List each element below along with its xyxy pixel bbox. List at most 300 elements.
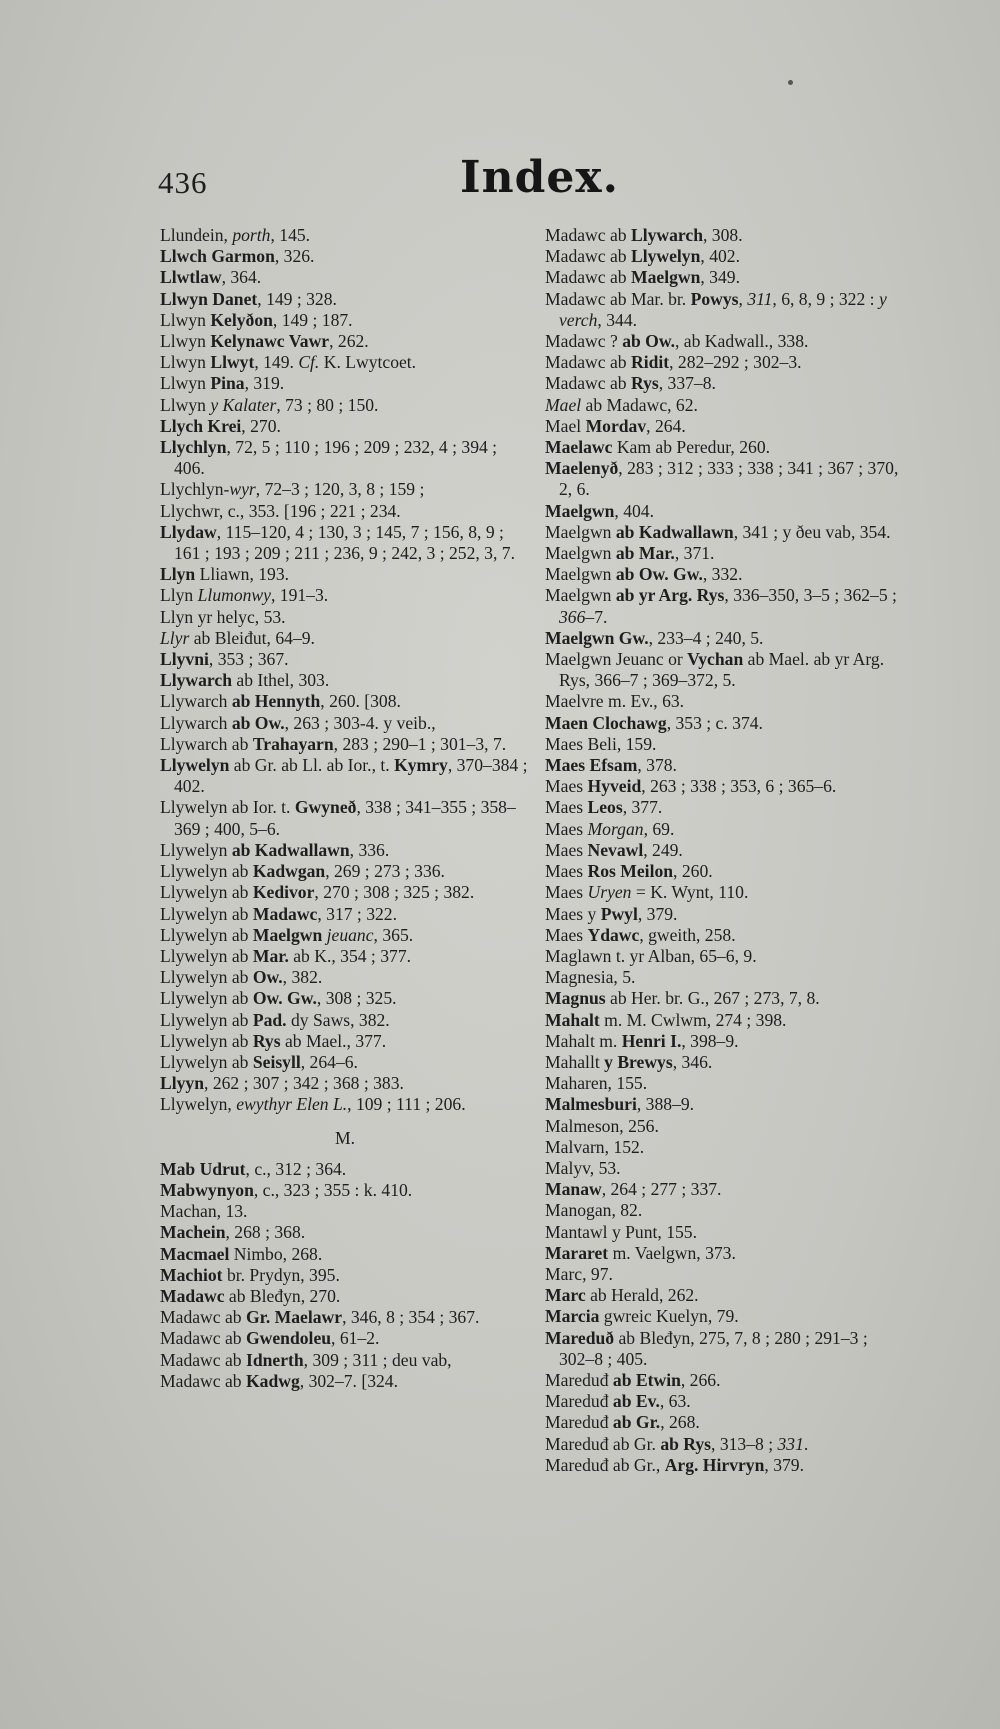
entry-text: Madawc ?: [545, 331, 623, 352]
entry-text: Seisyll: [252, 1051, 301, 1072]
entry-text: Ridit: [630, 352, 670, 373]
entry-text: , 283 ; 312 ; 333 ; 338 ; 341 ; 367 ; 370, 2, 6.: [559, 458, 899, 500]
index-entry: [160, 649, 530, 670]
index-entry: [160, 670, 530, 691]
entry-text: , 336.: [349, 839, 390, 860]
entry-text: ab Mael. ab yr Arg. Rys, 366–7 ; 369–372, 5.: [559, 649, 885, 691]
index-entry: [545, 1222, 905, 1243]
entry-text: Maen Clochawg: [545, 712, 667, 733]
entry-text: ab Mael., 377.: [280, 1030, 387, 1051]
entry-text: , 263 ; 338 ; 353, 6 ; 365–6.: [641, 776, 837, 797]
entry-text: M.: [334, 1127, 356, 1148]
entry-text: , 382.: [282, 967, 323, 988]
entry-text: , 264 ; 277 ; 337.: [601, 1179, 722, 1200]
entry-text: Llywelyn ab: [160, 924, 253, 945]
section-letter-heading: [160, 1128, 530, 1149]
entry-text: , 264.: [646, 415, 686, 436]
entry-text: Kam ab Peredur, 260.: [612, 437, 771, 458]
entry-text: , 341 ; y ðeu vab, 354.: [733, 521, 891, 542]
entry-text: Madawc: [160, 1285, 225, 1306]
entry-text: , 262 ; 307 ; 342 ; 368 ; 383.: [204, 1073, 404, 1094]
index-entry: [545, 1264, 905, 1285]
entry-text: Magnesia, 5.: [545, 967, 636, 988]
entry-text: Madawc ab: [160, 1349, 246, 1370]
entry-text: Maes y: [545, 903, 601, 924]
entry-text: Llywelyn ab Ior. t.: [160, 797, 295, 818]
index-entry: [545, 395, 905, 416]
entry-text: Lliawn, 193.: [195, 564, 290, 585]
entry-text: Arg. Hirvryn: [664, 1454, 765, 1475]
entry-text: Llumonwy: [197, 585, 271, 606]
index-entry: [160, 479, 530, 500]
index-entry: [545, 1010, 905, 1031]
entry-text: Maelgwn: [545, 585, 616, 606]
entry-text: , 319.: [244, 373, 285, 394]
entry-text: Macmael: [160, 1243, 230, 1264]
entry-text: , 249.: [643, 839, 683, 860]
entry-text: Nevawl: [587, 839, 644, 860]
index-entry: [160, 882, 530, 903]
entry-text: .: [803, 1433, 809, 1454]
entry-text: Manogan, 82.: [545, 1200, 643, 1221]
entry-text: , 268 ; 368.: [225, 1222, 306, 1243]
index-entry: [160, 713, 530, 734]
entry-text: Maelgwn: [630, 267, 701, 288]
entry-text: Pad.: [252, 1009, 287, 1030]
entry-text: Kadwgan: [252, 861, 326, 882]
entry-text: , 61–2.: [331, 1328, 380, 1349]
entry-text: Maharen, 155.: [545, 1073, 648, 1094]
entry-text: 366: [559, 606, 586, 627]
entry-text: Llwyn: [160, 373, 211, 394]
entry-text: Kelynawc Vawr: [210, 331, 330, 352]
entry-text: , 326.: [274, 246, 315, 267]
entry-text: Maelvre m. Ev., 63.: [545, 691, 685, 712]
page-number: 436: [158, 165, 208, 200]
index-entry: [545, 1434, 905, 1455]
entry-text: Mahalt: [545, 1009, 600, 1030]
entry-text: Rys: [630, 373, 659, 394]
entry-text: Madawc ab: [160, 1307, 246, 1328]
entry-text: y Kalater: [210, 394, 277, 415]
index-entry: [545, 352, 905, 373]
index-entry: [545, 225, 905, 246]
entry-text: Manaw: [545, 1179, 602, 1200]
entry-text: , 377.: [622, 797, 663, 818]
index-entry: [545, 1412, 905, 1433]
entry-text: Ow. Gw.: [252, 988, 317, 1009]
entry-text: Maes Beli, 159.: [545, 733, 657, 754]
index-entry: [545, 840, 905, 861]
entry-text: dy Saws, 382.: [286, 1009, 390, 1030]
index-entry: [545, 1031, 905, 1052]
entry-text: , ab Kadwall., 338.: [675, 331, 809, 352]
entry-text: gwreic Kuelyn, 79.: [599, 1306, 739, 1327]
index-entry: [160, 1094, 530, 1115]
entry-text: Llywelyn ab: [160, 945, 253, 966]
entry-text: Madawc ab: [160, 1370, 246, 1391]
entry-text: Maelgwn Jeuanc or: [545, 649, 688, 670]
entry-text: , 353 ; c. 374.: [666, 712, 763, 733]
index-entry: [160, 904, 530, 925]
entry-text: Madawc ab: [545, 352, 631, 373]
entry-text: Llydaw: [160, 521, 217, 542]
index-entry: [545, 925, 905, 946]
entry-text: Nimbo, 268.: [229, 1243, 323, 1264]
entry-text: Leos: [587, 797, 623, 818]
entry-text: , 364.: [221, 267, 262, 288]
entry-text: Maes: [545, 924, 588, 945]
entry-text: , 69.: [643, 818, 675, 839]
index-entry: [160, 1052, 530, 1073]
index-entry: [160, 925, 530, 946]
ink-speck: [788, 80, 793, 85]
entry-text: ab Bleiđut, 64–9.: [189, 627, 315, 648]
entry-text: Machiot: [160, 1264, 223, 1285]
index-entry: [160, 373, 530, 394]
entry-text: , 365.: [373, 924, 414, 945]
entry-text: Madawc ab: [545, 373, 631, 394]
index-entry: [160, 352, 530, 373]
entry-text: , 349.: [700, 267, 740, 288]
index-entry: [160, 1307, 530, 1328]
entry-text: , 308 ; 325.: [316, 988, 397, 1009]
entry-text: , 317 ; 322.: [317, 903, 398, 924]
entry-text: Llych Krei: [160, 415, 242, 436]
entry-text: Llywelyn ab: [160, 882, 253, 903]
entry-text: Mael: [545, 415, 586, 436]
index-entry: [545, 967, 905, 988]
entry-text: , 404.: [614, 500, 654, 521]
index-entry: [545, 1137, 905, 1158]
entry-text: ab Ow.: [231, 712, 285, 733]
entry-text: ab Mar.: [615, 543, 675, 564]
index-entry: [160, 1286, 530, 1307]
entry-text: Mareduđ ab Gr.: [545, 1433, 661, 1454]
entry-text: Mareduđ: [545, 1391, 613, 1412]
entry-text: , 402.: [700, 246, 740, 267]
entry-text: Llundein,: [160, 225, 233, 245]
index-entry: [545, 522, 905, 543]
index-entry: [160, 1031, 530, 1052]
entry-text: , 344.: [597, 309, 638, 330]
index-entry: [545, 267, 905, 288]
index-entry: [545, 1370, 905, 1391]
entry-text: Marc, 97.: [545, 1263, 613, 1284]
entry-text: Maelgwn: [545, 543, 616, 564]
entry-text: Maes: [545, 839, 588, 860]
index-entry: [160, 1328, 530, 1349]
entry-text: , 73 ; 80 ; 150.: [276, 394, 379, 415]
entry-text: Kedivor: [252, 882, 315, 903]
index-entry: [545, 1094, 905, 1115]
index-entry: [160, 437, 530, 479]
entry-text: ab Etwin: [612, 1369, 681, 1390]
entry-text: Llywarch: [160, 691, 232, 712]
index-entry: [545, 331, 905, 352]
index-entry: [545, 882, 905, 903]
entry-text: , 378.: [637, 755, 677, 776]
index-entry: [160, 522, 530, 564]
index-entry: [160, 416, 530, 437]
index-entry: [545, 543, 905, 564]
entry-text: Llywelyn ab: [160, 1030, 253, 1051]
entry-text: Maes: [545, 818, 588, 839]
index-entry: [160, 1222, 530, 1243]
entry-text: , 346.: [672, 1051, 713, 1072]
entry-text: , 308.: [703, 225, 743, 245]
entry-text: Malmeson, 256.: [545, 1115, 659, 1136]
index-entry: [160, 1073, 530, 1094]
index-entry: [160, 607, 530, 628]
index-entry: [545, 1306, 905, 1327]
entry-text: Llwch Garmon: [160, 246, 275, 267]
entry-text: Llywelyn ab: [160, 988, 253, 1009]
entry-text: Llywarch: [630, 225, 703, 245]
entry-text: Llyn yr helyc, 53.: [160, 606, 286, 627]
index-entry: [160, 267, 530, 288]
entry-text: Llwyn: [160, 331, 211, 352]
index-entry: [545, 458, 905, 500]
entry-text: Madawc ab: [545, 246, 631, 267]
entry-text: Madawc ab Mar. br.: [545, 288, 691, 309]
entry-text: ab Her. br. G., 267 ; 273, 7, 8.: [605, 988, 820, 1009]
index-entry: [545, 1328, 905, 1370]
entry-text: Llywelyn: [160, 839, 232, 860]
index-entry: [160, 501, 530, 522]
entry-text: Kelyðon: [210, 309, 273, 330]
entry-text: Maes: [545, 776, 588, 797]
entry-text: Mab Udrut: [160, 1158, 246, 1179]
entry-text: Malvarn, 152.: [545, 1136, 645, 1157]
entry-text: 331: [777, 1433, 804, 1454]
index-entry: [160, 1159, 530, 1180]
index-entry: [160, 734, 530, 755]
entry-text: ab Ow. Gw.: [615, 564, 703, 585]
entry-text: ab Bleđyn, 270.: [224, 1285, 341, 1306]
index-entry: [545, 1052, 905, 1073]
index-entry: [545, 861, 905, 882]
entry-text: Madawc ab: [545, 225, 631, 245]
index-entry: [545, 1285, 905, 1306]
entry-text: , 268.: [660, 1412, 700, 1433]
entry-text: Mar.: [252, 945, 289, 966]
entry-text: Trahayarn: [252, 733, 334, 754]
entry-text: ab Herald, 262.: [585, 1285, 699, 1306]
entry-text: Llywelyn: [160, 755, 230, 776]
entry-text: Mareduđ ab Gr.,: [545, 1454, 665, 1475]
index-entry: [545, 289, 905, 331]
entry-text: –7.: [585, 606, 608, 627]
entry-text: Llywelyn ab: [160, 903, 253, 924]
entry-text: Idnerth: [245, 1349, 304, 1370]
index-entry: [160, 840, 530, 861]
entry-text: ab Kadwallawn: [231, 839, 350, 860]
entry-text: Ydawc: [587, 924, 640, 945]
entry-text: , 313–8 ;: [711, 1433, 778, 1454]
entry-text: Maelgwn: [545, 521, 616, 542]
entry-text: Marcia: [545, 1306, 600, 1327]
entry-text: Maes: [545, 861, 588, 882]
entry-text: , 262.: [329, 331, 369, 352]
entry-text: , 264–6.: [300, 1051, 358, 1072]
entry-text: Llyn: [160, 564, 196, 585]
index-entry: [545, 713, 905, 734]
index-entry: [160, 967, 530, 988]
index-column-left: [160, 225, 530, 1392]
index-entry: [160, 797, 530, 839]
entry-text: Maes: [545, 882, 588, 903]
entry-text: Madawc: [252, 903, 318, 924]
index-entry: [160, 691, 530, 712]
index-entry: [545, 904, 905, 925]
index-entry: [160, 331, 530, 352]
entry-text: Powys: [690, 288, 739, 309]
entry-text: ab Gr. ab Ll. ab Ior., t.: [229, 755, 395, 776]
index-entry: [545, 797, 905, 818]
entry-text: Kymry: [394, 755, 448, 776]
entry-text: , 191–3.: [270, 585, 329, 606]
entry-text: Gwendoleu: [245, 1328, 332, 1349]
entry-text: Magnus: [545, 988, 606, 1009]
entry-text: Morgan: [587, 818, 644, 839]
entry-text: ab Madawc, 62.: [581, 394, 698, 415]
index-entry: [545, 564, 905, 585]
index-entry: [545, 246, 905, 267]
entry-text: Maelgwn: [545, 500, 615, 521]
index-entry: [545, 1455, 905, 1476]
entry-text: Maelgwn Gw.: [545, 627, 649, 648]
entry-text: Ros Meilon: [587, 861, 674, 882]
entry-text: , 370–384 ; 402.: [174, 755, 528, 797]
entry-text: Llywelyn: [630, 246, 701, 267]
entry-text: Mahallt: [545, 1051, 605, 1072]
entry-text: Llyvni: [160, 649, 209, 670]
entry-text: Maelenyð: [545, 458, 619, 479]
entry-text: , 149 ; 187.: [272, 309, 353, 330]
entry-text: Mareduđ: [545, 1369, 613, 1390]
entry-text: Rys: [252, 1030, 281, 1051]
index-entry: [545, 628, 905, 649]
entry-text: Machein: [160, 1222, 226, 1243]
entry-text: m. Vaelgwn, 373.: [608, 1242, 736, 1263]
index-entry: [160, 988, 530, 1009]
entry-text: Llychlyn-: [160, 479, 230, 500]
entry-text: Marc: [545, 1285, 586, 1306]
index-entry: [545, 416, 905, 437]
entry-text: , 379.: [637, 903, 678, 924]
entry-text: Llywelyn ab: [160, 1051, 253, 1072]
entry-text: Madawc ab: [545, 267, 631, 288]
entry-text: Llwyn: [160, 394, 211, 415]
entry-text: Maes: [545, 797, 588, 818]
entry-text: Henri I.: [621, 1030, 682, 1051]
index-entry: [160, 564, 530, 585]
index-entry: [160, 1371, 530, 1392]
entry-text: Llywelyn ab: [160, 967, 253, 988]
index-entry: [545, 437, 905, 458]
index-entry: [545, 373, 905, 394]
entry-text: Maglawn t. yr Alban, 65–6, 9.: [545, 945, 757, 966]
entry-text: Mareduđ: [545, 1412, 613, 1433]
index-entry: [160, 1350, 530, 1371]
entry-text: , 149 ; 328.: [257, 288, 337, 309]
index-entry: [545, 501, 905, 522]
entry-text: , c., 312 ; 364.: [245, 1158, 347, 1179]
entry-text: , 379.: [764, 1454, 804, 1475]
index-entry: [160, 1010, 530, 1031]
entry-text: Mabwynyon: [160, 1179, 254, 1200]
entry-text: , 72–3 ; 120, 3, 8 ; 159 ;: [255, 479, 425, 500]
entry-text: Llywarch: [160, 670, 233, 691]
entry-text: Uryen: [587, 882, 632, 903]
entry-text: ewythyr Elen L.: [236, 1094, 348, 1115]
entry-text: , c., 323 ; 355 : k. 410.: [253, 1179, 413, 1200]
entry-text: Maelgwn: [252, 924, 323, 945]
entry-text: Maelawc: [545, 437, 613, 458]
entry-text: , 266.: [680, 1369, 721, 1390]
index-entry: [160, 310, 530, 331]
entry-text: Kadwg: [245, 1370, 300, 1391]
entry-text: , 263 ; 303-4. y veib.,: [284, 712, 436, 733]
entry-text: , 72, 5 ; 110 ; 196 ; 209 ; 232, 4 ; 394 ; 406.: [174, 437, 498, 479]
entry-text: wyr: [229, 479, 256, 500]
entry-text: , 260.: [673, 861, 713, 882]
entry-text: ab yr Arg. Rys: [615, 585, 725, 606]
index-entry: [160, 246, 530, 267]
index-column-right: [545, 225, 905, 1476]
entry-text: ab Ithel, 303.: [232, 670, 330, 691]
entry-text: jeuanc: [326, 924, 374, 945]
index-entry: [545, 1200, 905, 1221]
entry-text: , 346, 8 ; 354 ; 367.: [342, 1307, 480, 1328]
entry-text: Llwtlaw: [160, 267, 222, 288]
entry-text: Llyr: [160, 627, 190, 648]
entry-text: Maelgwn: [545, 564, 616, 585]
entry-text: , 260. [308.: [320, 691, 401, 712]
entry-text: , 332.: [702, 564, 743, 585]
entry-text: , 145.: [270, 225, 311, 245]
index-entry: [545, 734, 905, 755]
entry-text: ab Ev.: [612, 1391, 660, 1412]
index-entry: [545, 691, 905, 712]
entry-text: , 6, 8, 9 ; 322 :: [772, 288, 879, 309]
page-title: Index.: [460, 152, 619, 203]
entry-text: , 115–120, 4 ; 130, 3 ; 145, 7 ; 156, 8, 9 ; 161 ; 193 ; 209 ; 211 ; 236, 9 ; 242, 3 ; 252, 3, 7.: [174, 521, 515, 564]
entry-text: , 309 ; 311 ; deu vab,: [303, 1349, 452, 1370]
entry-text: Cf.: [298, 352, 320, 373]
entry-text: Mararet: [545, 1242, 609, 1263]
entry-text: , 282–292 ; 302–3.: [669, 352, 802, 373]
entry-text: ,: [738, 288, 748, 309]
entry-text: Vychan: [687, 649, 744, 670]
entry-text: , 353 ; 367.: [208, 649, 289, 670]
entry-text: Mael: [545, 394, 582, 415]
entry-text: , 337–8.: [658, 373, 716, 394]
entry-text: Malmesburi: [545, 1094, 637, 1115]
entry-text: Mantawl y Punt, 155.: [545, 1221, 697, 1242]
index-entry: [545, 649, 905, 691]
entry-text: ab Rys: [660, 1433, 712, 1454]
entry-text: , 371.: [674, 543, 715, 564]
entry-text: Ow.: [252, 967, 283, 988]
entry-text: , 109 ; 111 ; 206.: [347, 1094, 466, 1115]
index-entry: [545, 776, 905, 797]
entry-text: Gr. Maelawr: [245, 1307, 343, 1328]
entry-text: , 269 ; 273 ; 336.: [325, 861, 445, 882]
entry-text: ab K., 354 ; 377.: [288, 945, 412, 966]
entry-text: m. M. Cwlwm, 274 ; 398.: [599, 1009, 787, 1030]
